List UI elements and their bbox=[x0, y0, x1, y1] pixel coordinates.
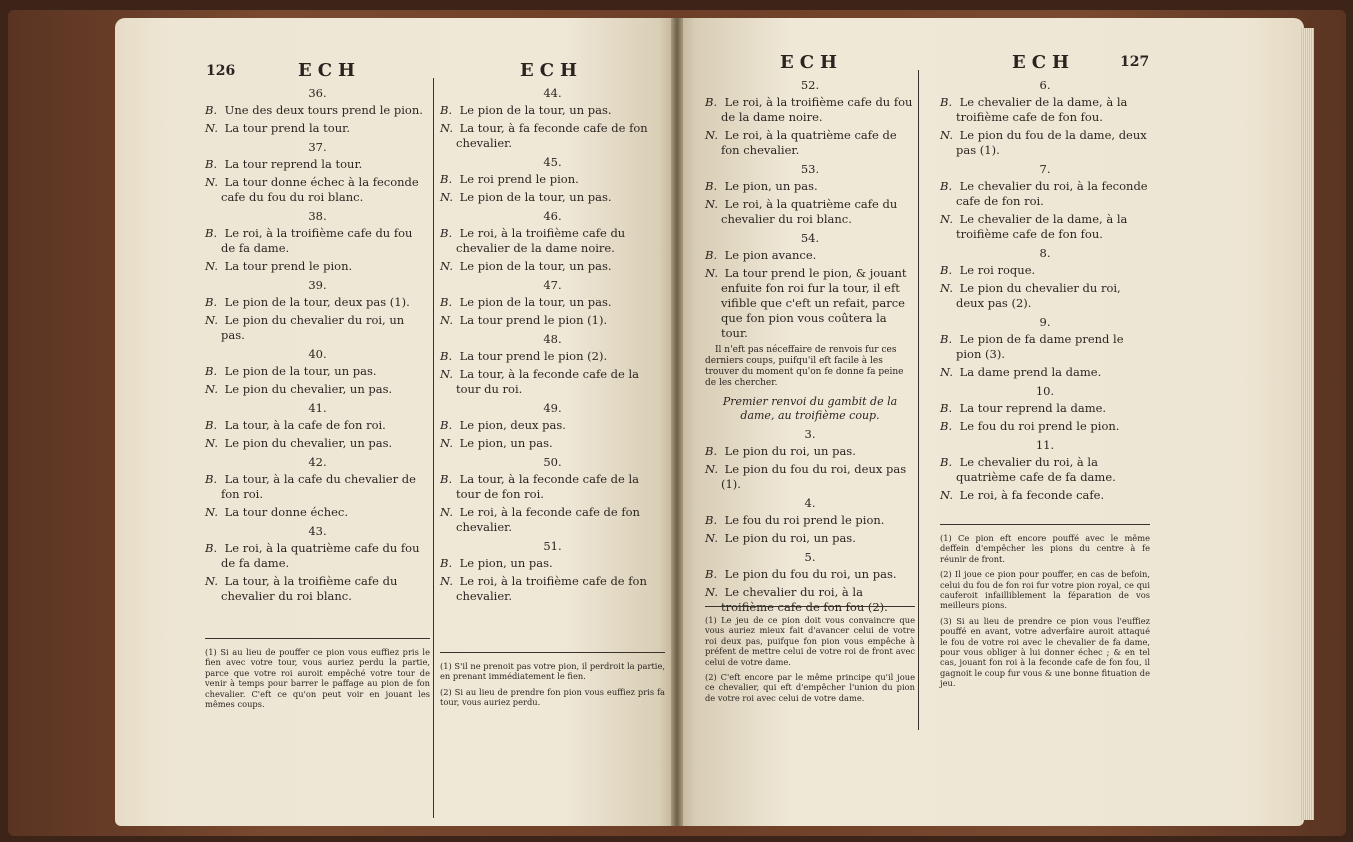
column-divider-right bbox=[918, 70, 919, 730]
right-page-footnotes-1 bbox=[705, 606, 915, 708]
footnote: (3) Si au lieu de prendre ce pion vous l'euffiez pouffé en avant, votre adverfaire auroit attaqué le fou de votre roi avec le chevalier de fa dame, pour vous obliger à lui donner échec ; & en tel cas, jouant fon roi à la feconde cafe de fon fou, il gagnoit le coup fur vous & une bonne fituation de jeu. bbox=[940, 615, 1150, 689]
move-number: 7. bbox=[1039, 162, 1051, 176]
move-line bbox=[440, 172, 665, 187]
move-line bbox=[705, 128, 915, 158]
player-label: N. bbox=[440, 259, 453, 273]
move-text: Le pion, un pas. bbox=[459, 436, 553, 450]
move-line bbox=[205, 103, 430, 118]
move-text: Le chevalier du roi, à la quatrième cafe de fa dame. bbox=[956, 455, 1116, 484]
player-label: N. bbox=[705, 266, 718, 280]
move-text: Le pion de la tour, un pas. bbox=[224, 364, 377, 378]
move-line bbox=[205, 382, 430, 397]
book-spine bbox=[671, 18, 683, 826]
player-label: N. bbox=[440, 367, 453, 381]
move-text: Le chevalier de la dame, à la troifième cafe de fon fou. bbox=[956, 95, 1128, 124]
footnote: (1) Le jeu de ce pion doit vous convaincre que vous auriez mieux fait d'avancer celui de votre roi deux pas, puifque fon pion vous empêche à préfent de mettre celui de votre roi de front avec celui de votre dame. bbox=[705, 615, 915, 667]
player-label: B. bbox=[705, 95, 718, 109]
move-line bbox=[440, 295, 665, 310]
player-label: B. bbox=[205, 103, 218, 117]
player-label: B. bbox=[440, 295, 453, 309]
move-text: La tour reprend la tour. bbox=[224, 157, 363, 171]
move-line bbox=[940, 332, 1150, 362]
player-label: B. bbox=[940, 332, 953, 346]
player-label: B. bbox=[205, 541, 218, 555]
move-text: Le pion de fa dame prend le pion (3). bbox=[956, 332, 1124, 361]
move-number: 4. bbox=[804, 496, 816, 510]
move-number: 48. bbox=[543, 332, 562, 346]
player-label: B. bbox=[440, 349, 453, 363]
move-line bbox=[205, 313, 430, 343]
player-label: N. bbox=[205, 121, 218, 135]
move-number: 37. bbox=[308, 140, 327, 154]
player-label: N. bbox=[440, 190, 453, 204]
move-line bbox=[940, 455, 1150, 485]
move-line bbox=[205, 574, 430, 604]
move-text: La tour, à la feconde cafe de la tour de fon roi. bbox=[456, 472, 640, 501]
player-label: B. bbox=[205, 295, 218, 309]
move-line bbox=[705, 266, 915, 341]
move-text: Le roi, à la quatrième cafe de fon chevalier. bbox=[721, 128, 897, 157]
move-text: La tour prend la tour. bbox=[224, 121, 351, 135]
player-label: N. bbox=[940, 212, 953, 226]
move-text: Le pion, un pas. bbox=[459, 556, 553, 570]
right-page-footnotes-2 bbox=[940, 524, 1150, 694]
player-label: N. bbox=[940, 281, 953, 295]
move-line bbox=[205, 259, 430, 274]
footnote: (1) Si au lieu de pouffer ce pion vous euffiez pris le fien avec votre tour, vous auriez perdu la partie, parce que votre roi auroit empêché votre tour de venir à temps pour barrer le paffage au pion de fon chevalier. C'eft ce qu'on peut voir en jouant les mêmes coups. bbox=[205, 647, 430, 710]
move-line bbox=[940, 365, 1150, 380]
footnote: (1) Ce pion eft encore pouffé avec le même deffein d'empêcher les pions du centre à fe réunir de front. bbox=[940, 533, 1150, 564]
move-number: 41. bbox=[308, 401, 327, 415]
move-text: La tour donne échec. bbox=[224, 505, 349, 519]
player-label: N. bbox=[205, 313, 218, 327]
move-line bbox=[205, 364, 430, 379]
left-page-footnotes-1 bbox=[205, 638, 430, 714]
move-line bbox=[205, 505, 430, 520]
move-number: 38. bbox=[308, 209, 327, 223]
player-label: B. bbox=[705, 248, 718, 262]
move-text: La tour, à la cafe de fon roi. bbox=[224, 418, 386, 432]
column-divider-left bbox=[433, 78, 434, 818]
move-line bbox=[205, 541, 430, 571]
move-number: 10. bbox=[1035, 384, 1055, 398]
move-line bbox=[940, 128, 1150, 158]
move-text: Le roi roque. bbox=[959, 263, 1036, 277]
move-text: Le pion de la tour, un pas. bbox=[459, 190, 612, 204]
running-head-right-1: ECH bbox=[780, 52, 844, 73]
move-text: La tour prend le pion (2). bbox=[459, 349, 608, 363]
move-number: 3. bbox=[804, 427, 816, 441]
move-line bbox=[705, 531, 915, 546]
move-text: Le fou du roi prend le pion. bbox=[724, 513, 885, 527]
move-line bbox=[440, 226, 665, 256]
running-head-right-2: ECH bbox=[1012, 52, 1076, 73]
move-number: 8. bbox=[1039, 246, 1051, 260]
page-number-left: 126 bbox=[206, 63, 236, 79]
move-number: 46. bbox=[543, 209, 562, 223]
move-text: Une des deux tours prend le pion. bbox=[224, 103, 423, 117]
move-text: Le roi, à la quatrième cafe du chevalier du roi blanc. bbox=[721, 197, 898, 226]
player-label: B. bbox=[205, 418, 218, 432]
move-line bbox=[440, 436, 665, 451]
move-number: 11. bbox=[1035, 438, 1055, 452]
move-line bbox=[440, 418, 665, 433]
move-text: Le pion de la tour, un pas. bbox=[459, 295, 612, 309]
move-line bbox=[940, 401, 1150, 416]
player-label: N. bbox=[205, 505, 218, 519]
move-text: La tour, à la feconde cafe de la tour du roi. bbox=[456, 367, 640, 396]
footnote: (2) Si au lieu de prendre fon pion vous euffiez pris fa tour, vous auriez perdu. bbox=[440, 686, 665, 708]
move-line bbox=[940, 281, 1150, 311]
player-label: N. bbox=[940, 365, 953, 379]
move-number: 44. bbox=[543, 86, 562, 100]
player-label: N. bbox=[705, 128, 718, 142]
move-line bbox=[205, 472, 430, 502]
move-line bbox=[705, 462, 915, 492]
move-text: Le pion, un pas. bbox=[724, 179, 818, 193]
player-label: N. bbox=[440, 505, 453, 519]
move-line bbox=[940, 179, 1150, 209]
move-text: Le pion du chevalier, un pas. bbox=[224, 436, 393, 450]
move-text: La tour prend le pion (1). bbox=[459, 313, 608, 327]
move-number: 53. bbox=[800, 162, 820, 176]
player-label: B. bbox=[440, 472, 453, 486]
move-text: Le chevalier de la dame, à la troifième cafe de fon fou. bbox=[956, 212, 1128, 241]
move-text: Le pion du fou de la dame, deux pas (1). bbox=[956, 128, 1147, 157]
move-number: 54. bbox=[800, 231, 820, 245]
player-label: N. bbox=[205, 574, 218, 588]
player-label: B. bbox=[705, 567, 718, 581]
move-line bbox=[940, 212, 1150, 242]
player-label: B. bbox=[205, 364, 218, 378]
move-text: Le fou du roi prend le pion. bbox=[959, 419, 1120, 433]
move-line bbox=[205, 121, 430, 136]
move-line bbox=[205, 295, 430, 310]
player-label: N. bbox=[705, 531, 718, 545]
move-number: 36. bbox=[308, 86, 327, 100]
move-line bbox=[940, 488, 1150, 503]
move-line bbox=[940, 419, 1150, 434]
move-text: Le pion de la tour, deux pas (1). bbox=[224, 295, 410, 309]
move-line bbox=[440, 190, 665, 205]
move-line bbox=[940, 95, 1150, 125]
move-number: 45. bbox=[543, 155, 562, 169]
player-label: B. bbox=[440, 103, 453, 117]
move-text: Le roi, à fa feconde cafe. bbox=[959, 488, 1105, 502]
move-number: 39. bbox=[308, 278, 327, 292]
move-text: La dame prend la dame. bbox=[959, 365, 1102, 379]
move-line bbox=[205, 226, 430, 256]
move-line bbox=[440, 367, 665, 397]
move-number: 42. bbox=[308, 455, 327, 469]
move-text: Le chevalier du roi, à la troifième cafe de fon fou (2). bbox=[721, 585, 888, 614]
player-label: N. bbox=[940, 488, 953, 502]
move-line bbox=[705, 95, 915, 125]
move-text: Le roi, à la feconde cafe de fon chevalier. bbox=[456, 505, 640, 534]
move-text: Le chevalier du roi, à la feconde cafe de fon roi. bbox=[956, 179, 1148, 208]
player-label: N. bbox=[205, 175, 218, 189]
move-text: Le pion du chevalier du roi, un pas. bbox=[221, 313, 405, 342]
player-label: N. bbox=[705, 462, 718, 476]
page-number-right: 127 bbox=[1120, 54, 1150, 70]
move-text: La tour, à fa feconde cafe de fon chevalier. bbox=[456, 121, 648, 150]
move-line bbox=[440, 121, 665, 151]
move-text: Le pion de la tour, un pas. bbox=[459, 259, 612, 273]
move-line bbox=[940, 263, 1150, 278]
player-label: N. bbox=[205, 382, 218, 396]
move-number: 9. bbox=[1039, 315, 1051, 329]
move-text: Le roi, à la troifième cafe du fou de la dame noire. bbox=[721, 95, 913, 124]
running-head-left-1: ECH bbox=[298, 60, 362, 81]
move-text: Le pion, deux pas. bbox=[459, 418, 566, 432]
player-label: B. bbox=[705, 179, 718, 193]
move-line bbox=[205, 175, 430, 205]
player-label: B. bbox=[440, 556, 453, 570]
player-label: B. bbox=[705, 444, 718, 458]
player-label: B. bbox=[440, 226, 453, 240]
move-text: Le pion du chevalier, un pas. bbox=[224, 382, 393, 396]
move-line bbox=[705, 197, 915, 227]
footnote: (1) S'il ne prenoit pas votre pion, il perdroit la partie, en prenant immédiatement le fien. bbox=[440, 661, 665, 682]
player-label: B. bbox=[205, 472, 218, 486]
move-number: 49. bbox=[543, 401, 562, 415]
move-text: Le roi, à la troifième cafe de fon chevalier. bbox=[456, 574, 647, 603]
move-line bbox=[705, 248, 915, 263]
player-label: N. bbox=[440, 313, 453, 327]
move-text: La tour prend le pion. bbox=[224, 259, 353, 273]
move-text: Le roi prend le pion. bbox=[459, 172, 579, 186]
left-page-column-1 bbox=[205, 82, 430, 607]
player-label: N. bbox=[940, 128, 953, 142]
move-text: Le pion du chevalier du roi, deux pas (2). bbox=[956, 281, 1121, 310]
move-number: 6. bbox=[1039, 78, 1051, 92]
move-line bbox=[205, 418, 430, 433]
move-number: 51. bbox=[543, 539, 562, 553]
move-line bbox=[440, 556, 665, 571]
move-line bbox=[205, 436, 430, 451]
move-line bbox=[440, 313, 665, 328]
player-label: B. bbox=[940, 401, 953, 415]
move-number: 52. bbox=[800, 78, 820, 92]
move-text: Le pion du fou du roi, deux pas (1). bbox=[721, 462, 907, 491]
player-label: B. bbox=[940, 95, 953, 109]
player-label: N. bbox=[440, 121, 453, 135]
player-label: N. bbox=[440, 436, 453, 450]
move-line bbox=[705, 567, 915, 582]
move-text: Le roi, à la troifième cafe du chevalier de la dame noire. bbox=[456, 226, 626, 255]
move-text: Le pion du roi, un pas. bbox=[724, 444, 856, 458]
player-label: N. bbox=[705, 585, 718, 599]
move-text: La tour, à la cafe du chevalier de fon roi. bbox=[221, 472, 416, 501]
move-line bbox=[705, 513, 915, 528]
footnote: (2) C'eft encore par le même principe qu'il joue ce chevalier, qui eft d'empêcher l'union du pion de votre roi avec celui de votre dame. bbox=[705, 672, 915, 703]
page-edges bbox=[1300, 28, 1314, 820]
move-number: 40. bbox=[308, 347, 327, 361]
player-label: B. bbox=[705, 513, 718, 527]
player-label: B. bbox=[940, 419, 953, 433]
move-line bbox=[440, 472, 665, 502]
move-text: La tour donne échec à la feconde cafe du fou du roi blanc. bbox=[221, 175, 419, 204]
player-label: B. bbox=[940, 455, 953, 469]
left-page-column-2 bbox=[440, 82, 665, 607]
player-label: B. bbox=[440, 418, 453, 432]
player-label: B. bbox=[940, 179, 953, 193]
player-label: N. bbox=[440, 574, 453, 588]
right-page-column-2 bbox=[940, 74, 1150, 506]
player-label: B. bbox=[205, 157, 218, 171]
move-text: Le pion de la tour, un pas. bbox=[459, 103, 612, 117]
move-line bbox=[705, 179, 915, 194]
move-line bbox=[440, 574, 665, 604]
commentary-paragraph: Il n'eft pas néceffaire de renvois fur ces derniers coups, puifqu'il eft facile à les trouver du moment qu'on fe donne fa peine de les chercher. bbox=[705, 345, 904, 388]
move-text: Le roi, à la quatrième cafe du fou de fa dame. bbox=[221, 541, 420, 570]
move-number: 47. bbox=[543, 278, 562, 292]
move-text: La tour prend le pion, & jouant enfuite fon roi fur la tour, il eft vifible que c'eft un refait, parce que fon pion vous coûtera la tour. bbox=[721, 266, 907, 340]
player-label: N. bbox=[205, 436, 218, 450]
move-line bbox=[440, 349, 665, 364]
move-number: 43. bbox=[308, 524, 327, 538]
footnote: (2) Il joue ce pion pour pouffer, en cas de befoin, celui du fou de fon roi fur votre pion royal, ce qui cauferoit infailliblement la féparation de vos meilleurs pions. bbox=[940, 569, 1150, 611]
move-line bbox=[440, 259, 665, 274]
move-line bbox=[440, 505, 665, 535]
move-line bbox=[705, 444, 915, 459]
move-line bbox=[205, 157, 430, 172]
left-page-footnotes-2 bbox=[440, 652, 665, 713]
move-line bbox=[440, 103, 665, 118]
move-text: La tour reprend la dame. bbox=[959, 401, 1107, 415]
move-text: La tour, à la troifième cafe du chevalier du roi blanc. bbox=[221, 574, 398, 603]
move-number: 5. bbox=[804, 550, 816, 564]
player-label: B. bbox=[205, 226, 218, 240]
move-text: Le pion avance. bbox=[724, 248, 817, 262]
player-label: B. bbox=[440, 172, 453, 186]
player-label: N. bbox=[705, 197, 718, 211]
move-text: Le pion du roi, un pas. bbox=[724, 531, 856, 545]
move-text: Le pion du fou du roi, un pas. bbox=[724, 567, 897, 581]
running-head-left-2: ECH bbox=[520, 60, 584, 81]
move-number: 50. bbox=[543, 455, 562, 469]
move-text: Le roi, à la troifième cafe du fou de fa dame. bbox=[221, 226, 413, 255]
right-page-column-1 bbox=[705, 74, 915, 618]
player-label: N. bbox=[205, 259, 218, 273]
player-label: B. bbox=[940, 263, 953, 277]
section-heading: Premier renvoi du gambit de la dame, au troifième coup. bbox=[722, 395, 898, 422]
